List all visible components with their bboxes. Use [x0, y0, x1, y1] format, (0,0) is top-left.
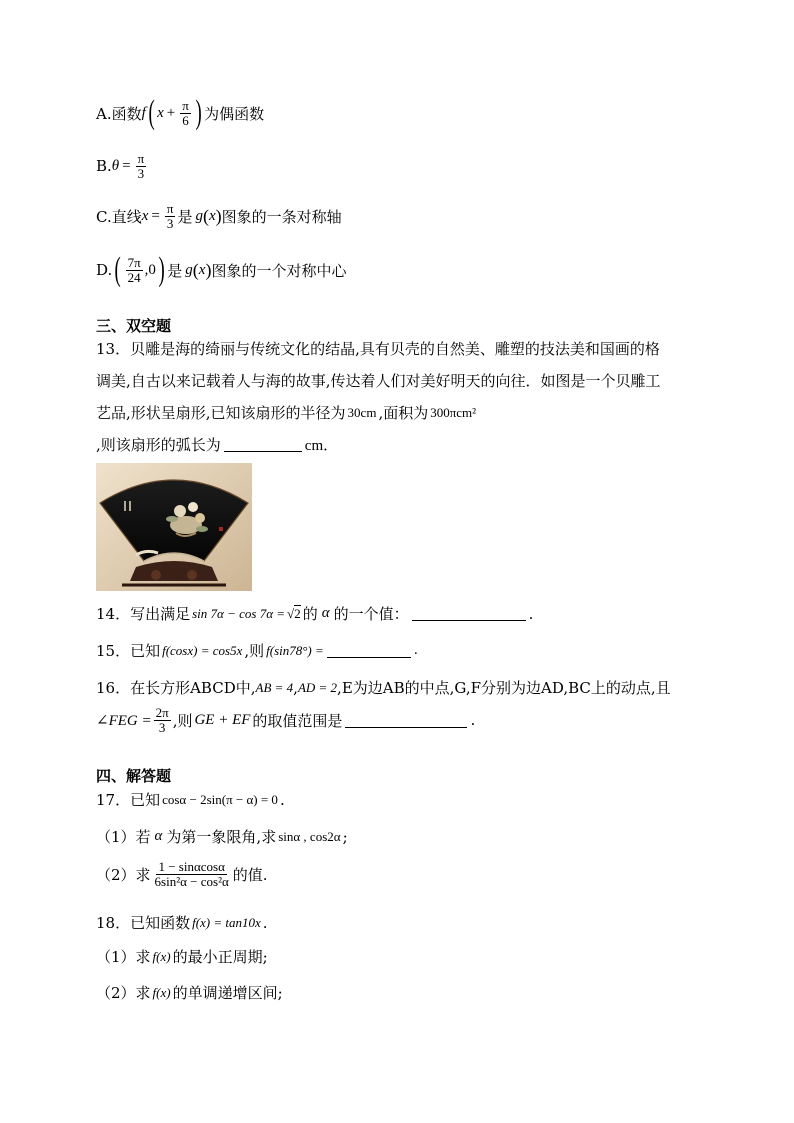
q17-part1: （1）若 α 为第一象限角,求 sinα , cos2α ;: [96, 827, 348, 846]
option-b-fraction: $\frac{\pi}{3}$: [137, 151, 145, 181]
option-b: B. θ = $\frac{\pi}{3}$: [96, 151, 145, 181]
q16-fraction: $\frac{2\pi}{3}$: [155, 705, 169, 735]
section-title-4: 四、解答题: [96, 767, 172, 785]
q13-line4: ,则该扇形的弧长为 cm．: [96, 436, 339, 454]
q18: 18．已知函数 f(x) = tan10x .: [96, 913, 268, 932]
q16-answer-blank[interactable]: [345, 713, 467, 728]
q14-expression: sin 7α − cos 7α =: [192, 605, 286, 621]
option-a-x: x: [157, 104, 164, 121]
fan-image: [96, 463, 252, 591]
q17: 17．已知 cosα − 2sin(π − α) = 0 .: [96, 790, 285, 809]
option-d: D. ( $\frac{7\pi}{24}$ ,0 ) 是 g ( x ) 图象的一个对称中心: [96, 251, 347, 288]
q15-target: f(sin78°) =: [266, 642, 324, 658]
option-c-fraction: $\frac{\pi}{3}$: [166, 201, 174, 231]
q15: 15．已知 f(cosx) = cos5x ,则 f(sin78°) = .: [96, 642, 418, 660]
section-title-3: 三、双空题: [96, 317, 172, 335]
q15-answer-blank[interactable]: [327, 643, 411, 658]
shell-carving-fan-photo: [96, 463, 252, 591]
q16-line1: 16．在长方形ABCD中, AB = 4 , AD = 2 ,E为边AB的中点,G,F分别为边AD,BC上的动点,且: [96, 678, 671, 697]
q15-given: f(cosx) = cos5x: [162, 642, 243, 658]
q13-line3: 艺品,形状呈扇形,已知该扇形的半径为 30cm ,面积为 300πcm²: [96, 404, 477, 422]
option-c: C.直线 x = $\frac{\pi}{3}$ 是 g ( x ) 图象的一条对称轴: [96, 201, 342, 231]
q17-part2: （2）求 $\frac{1 - \sin\alpha\cos\alpha}{\text{6sin²α − cos²α}}$ 的值.: [96, 859, 268, 889]
q16-line2: ∠FEG = $\frac{2\pi}{3}$ ,则 GE + EF 的取值范围是 .: [96, 705, 476, 735]
option-a-fraction: $\frac{\pi}{6}$: [182, 97, 189, 128]
q14: 14．写出满足 sin 7α − cos 7α = √ 2 的 α 的一个值： .: [96, 604, 534, 623]
q13-line1: 13．贝雕是海的绮丽与传统文化的结晶,具有贝壳的自然美、雕塑的技法美和国画的格: [96, 340, 660, 358]
q17-fraction: $\frac{1 - \sin\alpha\cos\alpha}{\text{6sin²α − cos²α}}$: [154, 859, 229, 889]
q13-radius: 30cm: [347, 404, 377, 420]
option-b-theta: θ: [111, 157, 120, 174]
q13-area: 300πcm²: [430, 404, 477, 420]
seal-stamp: [219, 527, 223, 531]
q18-part2: （2）求 f(x) 的单调递增区间;: [96, 984, 283, 1002]
q18-function: f(x) = tan10x: [192, 914, 261, 930]
option-a-suffix: 为偶函数: [204, 104, 265, 123]
q14-answer-blank[interactable]: [412, 606, 526, 621]
q18-part1: （1）求 f(x) 的最小正周期;: [96, 948, 268, 966]
option-a-f: f: [141, 104, 146, 121]
q17-given: cosα − 2sin(π − α) = 0: [162, 791, 278, 807]
q13-answer-blank[interactable]: [224, 437, 302, 452]
option-a-prefix: A.函数: [96, 104, 142, 123]
option-a: A.函数 f ( x + $\frac{\pi}{6}$ ) 为偶函数: [96, 94, 265, 131]
q13-line2: 调美,自古以来记载着人与海的故事,传达着人们对美好明天的向往．如图是一个贝雕工: [96, 372, 661, 390]
option-d-fraction: $\frac{7\pi}{24}$: [127, 254, 141, 285]
